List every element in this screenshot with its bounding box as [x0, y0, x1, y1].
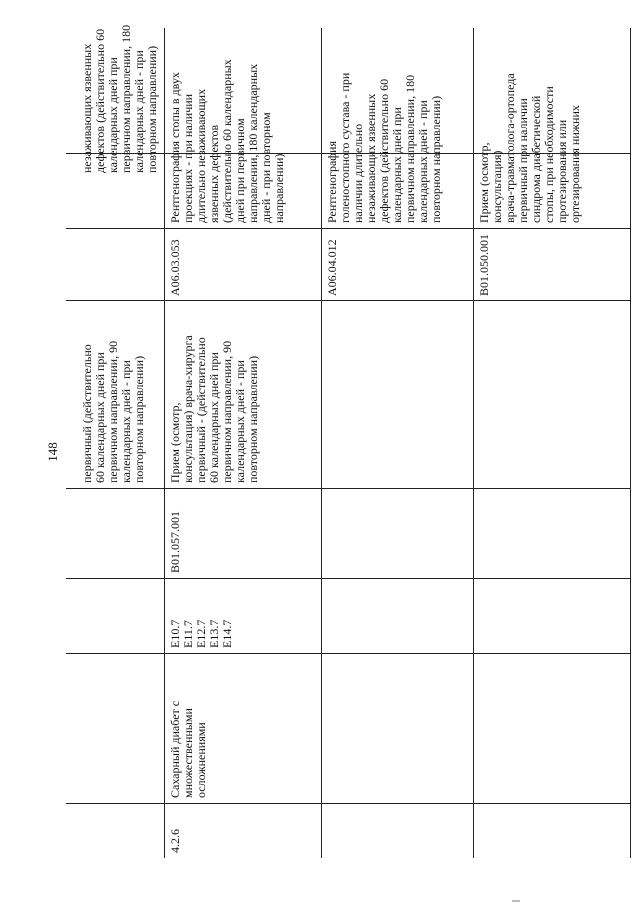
row-number: 4.2.6: [168, 829, 182, 853]
row-divider: [473, 28, 474, 858]
column-divider: [66, 488, 630, 489]
scan-artifact: [512, 900, 520, 902]
row-divider: [321, 28, 322, 858]
page-number: 148: [45, 442, 60, 462]
column-divider: [66, 300, 630, 301]
study-code: B01.050.001: [477, 233, 491, 296]
rotated-table: [66, 24, 630, 858]
service-name: Прием (осмотр, консультация) врача-хирурга первичный - (действительно 60 календарных дней при первичном направлении, 90 календарных дней - при повторном направлении): [168, 335, 260, 483]
column-divider: [66, 803, 630, 804]
service-code: B01.057.001: [168, 510, 182, 573]
icd-codes: E10.7 E11.7 E12.7 E13.7 E14.7: [168, 619, 234, 648]
study-code: A06.03.053: [168, 239, 182, 296]
column-divider: [66, 578, 630, 579]
column-divider: [66, 653, 630, 654]
row-divider: [164, 28, 165, 858]
study-code: A06.04.012: [325, 239, 339, 296]
row-divider: [630, 28, 631, 858]
study-name-continued: незаживающих язвенных дефектов (действительно 60 календарных дней при первичном направлении, 180 календарных дней - при повторном направлении): [80, 24, 159, 173]
column-divider: [66, 228, 630, 229]
study-name: Рентгенография стопы в двух проекциях - при наличии длительно незаживающих язвенных дефектов (действительно 60 календарных дней при первичном направлении, 180 календарных дней - при повторном направлении): [168, 59, 286, 223]
disease-name: Сахарный диабет с множественными осложнениями: [168, 700, 208, 798]
service-name-continued: первичный (действительно 60 календарных дней при первичном направлении, 90 календарных дней - при повторном направлении): [80, 340, 146, 483]
study-name: Рентгенография голеностопного сустава - при наличии длительно незаживающих язвенных дефектов (действительно 60 календарных дней при первичном направлении, 180 календарных дней - при повторном направлении): [325, 72, 443, 223]
study-name: Прием (осмотр, консультация) врача-травматолога-ортопеда первичный при наличии синдрома диабетической стопы, при необходимости протезирования или ортезирования нижних: [477, 73, 582, 223]
